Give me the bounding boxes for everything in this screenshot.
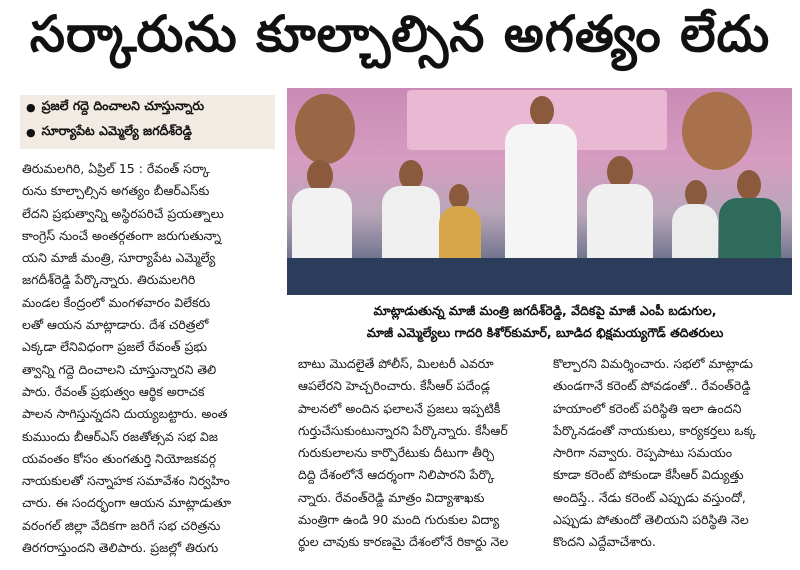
text-line: కూడా కరెంట్ పోకుండా కేసీఆర్ విద్యుత్తు [553, 467, 744, 483]
text-line: యని మాజీ మంత్రి, సూర్యాపేట ఎమ్మెల్యే [22, 250, 216, 266]
text-line: పాలన సాగిస్తున్నదని దుయ్యబట్టారు. అంత [22, 406, 228, 422]
text-line: వరంగల్ జిల్లా వేదికగా జరిగే సభ చరిత్రను [22, 517, 221, 533]
photo-figure [292, 188, 352, 268]
text-line: గురుకులాలను కార్పొరేటుకు దీటుగా తీర్చి [298, 445, 495, 461]
text-line: తుండగానే కరెంట్ పోవడంతో.. రేవంత్‌రెడ్డి [553, 378, 751, 394]
text-line: లతో ఆయన మాట్లాడారు. దేశ చరిత్రలో [22, 317, 209, 333]
text-line: కాంగ్రెస్ నుంచే అంతర్గతంగా జరుగుతున్నా [22, 227, 222, 243]
photo-caption [295, 300, 795, 344]
photo-figure [682, 92, 752, 170]
article-column-3 [553, 353, 793, 554]
text-line: బాటు మొదలైతే పోలీస్, మిలటరీ ఎవరూ [298, 356, 494, 371]
text-line: గుర్తుచేసుకుంటున్నారని పేర్కొన్నారు. కేసీఆర్ [298, 422, 508, 438]
subheading-text: సూర్యాపేట ఎమ్మెల్యే జగదీశ్‌రెడ్డి [41, 123, 192, 138]
text-line: ర్థుల చావుకు కారణమై దేశంలోనే రికార్డు నెల [298, 534, 509, 550]
photo-figure [737, 170, 761, 200]
text-line: కుముందు బీఆర్‌ఎస్ రజతోత్సవ సభ విజ [22, 428, 218, 444]
text-line: రును కూల్చాల్సిన అగత్యం బీఆర్‌ఎస్‌కు [22, 183, 210, 199]
text-line: మండల కేంద్రంలో మంగళవారం విలేకరు [22, 294, 211, 310]
text-line: దిద్ది దేశంలోనే ఆదర్శంగా నిలిపారని పేర్కొ [298, 467, 495, 483]
text-line: కొల్పారని విమర్శించారు. సభలో మాట్లాడు [553, 356, 753, 371]
news-photo [287, 88, 792, 295]
subheadings-box [20, 95, 275, 149]
text-line: పేర్కొనడంతో నాయకులు, కార్యకర్తలు ఒక్క [553, 422, 757, 438]
text-line: మంత్రిగా ఉండి 90 మంది గురుకుల విద్యా [298, 512, 500, 528]
text-line: నాయకులతో సన్నాహక సమావేశం నిర్వహిం [22, 473, 230, 489]
text-line: ఎక్కడా లేనివిధంగా ప్రజలే రేవంత్ ప్రభు [22, 339, 208, 355]
text-line: కొందని ఎద్దేవాచేశారు. [553, 534, 656, 550]
photo-figure [505, 124, 577, 264]
text-line: అందిస్తే.. నేడు కరెంట్ ఎప్పుడు వస్తుందో, [553, 489, 746, 505]
text-line: చారు. ఈ సందర్భంగా ఆయన మాట్లాడుతూ [22, 495, 231, 511]
text-line: తిరగరాస్తుందని తెలిపారు. ప్రజల్లో తిరుగు [22, 540, 219, 556]
text-line: సారిగా నవ్వారు. రెప్పపాటు సమయం [553, 445, 733, 461]
text-line: పాలనలో అందిన ఫలాలనే ప్రజలు ఇప్పటికీ [298, 400, 501, 416]
text-line: యవంతం కోసం తుంగతుర్తి నియోజకవర్గ [22, 450, 217, 466]
subheading [20, 95, 275, 120]
article-column-2 [298, 353, 540, 554]
subheading [20, 120, 275, 145]
subheading-text: ప్రజలే గద్దె దించాలని చూస్తున్నారు [41, 98, 205, 113]
photo-figure [587, 184, 653, 268]
bullet-icon: ● [26, 126, 36, 139]
text-line: తిరుమలగిరి, ఏప్రిల్ 15 : రేవంత్ సర్కా [22, 161, 210, 176]
text-line: న్నారు. రేవంత్‌రెడ్డి మాత్రం విద్యాశాఖకు [298, 489, 485, 505]
photo-table [287, 258, 792, 295]
text-line: త్వాన్ని గద్దె దించాలని చూస్తున్నారని తెలి [22, 361, 217, 377]
text-line: లేదని ప్రభుత్వాన్ని అస్థిరపరిచే ప్రయత్నాలు [22, 205, 224, 221]
article-column-1 [22, 158, 277, 559]
text-line: జగదీశ్‌రెడ్డి పేర్కొన్నారు. తిరుమలగిరి [22, 272, 196, 288]
text-line: ఎప్పుడు పోతుందో తెలియని పరిస్థితి నెల [553, 512, 749, 528]
text-line: పారు. రేవంత్ ప్రభుత్వం ఆర్థిక అరాచక [22, 383, 205, 399]
headline: సర్కారును కూల్చాల్సిన అగత్యం లేదు [29, 4, 771, 63]
text-line: హయాంలో కరెంట్ పరిస్థితి ఇలా ఉందని [553, 400, 742, 416]
bullet-icon: ● [26, 101, 36, 114]
text-line: ఆపలేరని హెచ్చరించారు. కేసీఆర్ పదేండ్ల [298, 378, 491, 394]
photo-figure [295, 94, 355, 164]
photo-figure [382, 186, 440, 268]
caption-line: మాజీ ఎమ్మెల్యేలు గాదరి కిశోర్‌కుమార్, బూడిద భిక్షమయ్యగౌడ్ తదితరులు [366, 325, 724, 340]
caption-line: మాట్లాడుతున్న మాజీ మంత్రి జగదీశ్‌రెడ్డి, వేదికపై మాజీ ఎంపీ బడుగుల, [373, 303, 717, 318]
photo-figure [530, 96, 554, 126]
